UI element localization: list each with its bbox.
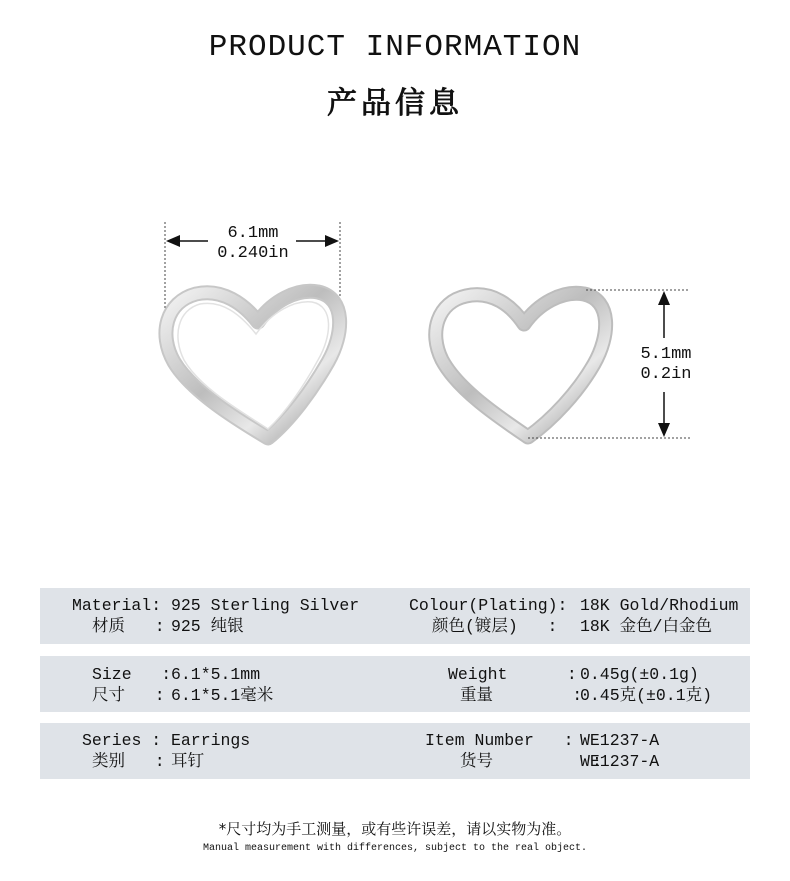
heart-earring-front — [166, 291, 340, 438]
series-label-cn: 类别 : — [92, 752, 165, 771]
colour-value-en: 18K Gold/Rhodium — [580, 596, 739, 615]
spec-row-material — [40, 588, 750, 644]
footnote-cn: *尺寸均为手工测量，或有些许误差，请以实物为准。 — [218, 820, 572, 838]
item-number-label-en: Item Number : — [425, 731, 574, 750]
spec-row-size — [40, 656, 750, 712]
size-label-cn: 尺寸 : — [92, 686, 165, 705]
height-in: 0.2in — [640, 365, 692, 384]
size-label-en: Size : — [92, 665, 172, 684]
height-label — [626, 345, 706, 385]
series-value-cn: 耳钉 — [171, 752, 204, 771]
item-number-value-cn: WE1237-A — [580, 752, 660, 771]
colour-value-cn: 18K 金色/白金色 — [580, 617, 713, 636]
page-title-cn: 产品信息 — [327, 86, 463, 121]
spec-row-series — [40, 723, 750, 779]
height-mm: 5.1mm — [640, 345, 692, 364]
weight-label-en: Weight : — [448, 665, 577, 684]
footnote-en: Manual measurement with differences, subject to the real object. — [202, 843, 588, 854]
material-value-cn: 925 纯银 — [171, 617, 244, 636]
material-label-en: Material: — [72, 596, 162, 615]
width-label — [203, 224, 303, 264]
material-value-en: 925 Sterling Silver — [171, 596, 360, 615]
size-value-cn: 6.1*5.1毫米 — [171, 686, 274, 705]
item-number-value-en: WE1237-A — [580, 731, 660, 750]
width-mm: 6.1mm — [227, 224, 279, 243]
colour-label-cn: 颜色(镀层) : — [432, 617, 558, 636]
series-value-en: Earrings — [171, 731, 251, 750]
width-in: 0.240in — [217, 244, 289, 263]
material-label-cn: 材质 : — [92, 617, 165, 636]
size-value-en: 6.1*5.1mm — [171, 665, 261, 684]
item-number-label-cn: 货号 : — [460, 752, 602, 771]
heart-earring-side — [436, 293, 606, 437]
colour-label-en: Colour(Plating): — [409, 596, 568, 615]
page-title-en: PRODUCT INFORMATION — [208, 30, 582, 65]
weight-label-cn: 重量 : — [460, 686, 583, 705]
weight-value-cn: 0.45克(±0.1克) — [580, 686, 713, 705]
series-label-en: Series : — [82, 731, 162, 750]
weight-value-en: 0.45g(±0.1g) — [580, 665, 699, 684]
